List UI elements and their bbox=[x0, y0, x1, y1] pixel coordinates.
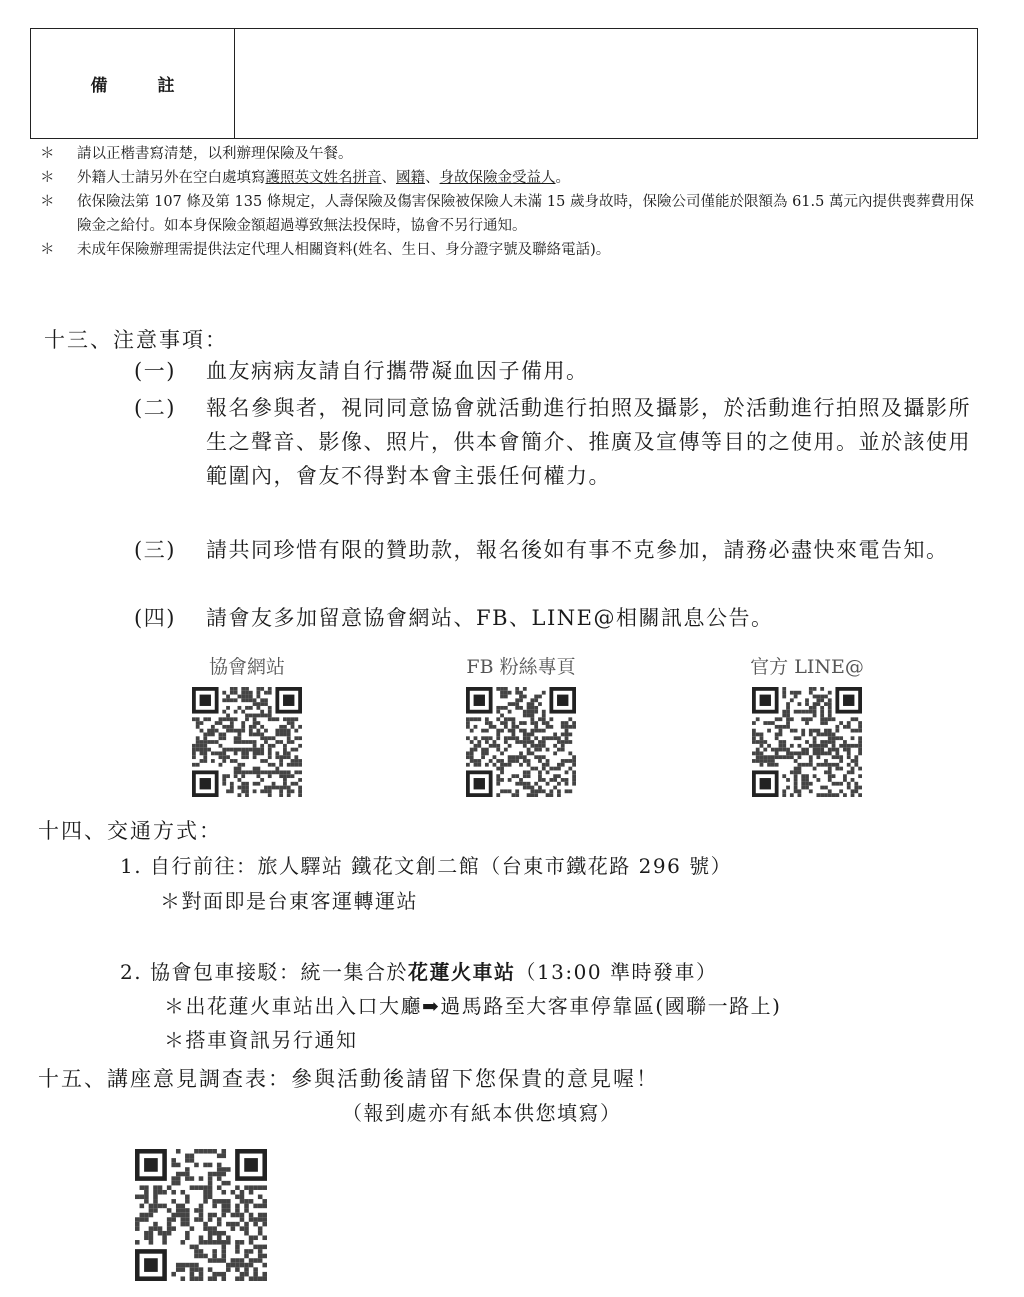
qr-block-line bbox=[732, 652, 882, 797]
note-item bbox=[40, 142, 985, 166]
arrow-right-icon: ➡ bbox=[422, 994, 441, 1018]
section-14-heading: 十四、交通方式： bbox=[38, 819, 222, 843]
list-item: (一) 血友病病友請自行攜帶凝血因子備用。 bbox=[134, 359, 589, 383]
qr-label: 官方 LINE@ bbox=[750, 656, 864, 678]
qr-block-website bbox=[176, 652, 318, 797]
list-item: (四) 請會友多加留意協會網站、FB、LINE@相關訊息公告。 bbox=[134, 606, 774, 630]
remarks-label: 備 註 bbox=[31, 29, 235, 138]
note-item bbox=[40, 166, 985, 190]
note-item bbox=[40, 238, 985, 262]
transport-option-1: 1. 自行前往：旅人驛站 鐵花文創二館（台東市鐵花路 296 號） bbox=[120, 854, 733, 878]
qr-code-icon[interactable] bbox=[752, 687, 862, 797]
notes-list bbox=[40, 142, 985, 262]
qr-code-icon[interactable] bbox=[466, 687, 576, 797]
pickup-location: 花蓮火車站 bbox=[407, 960, 516, 984]
qr-code-icon[interactable] bbox=[135, 1149, 267, 1281]
list-item: (二) 報名參與者，視同同意協會就活動進行拍照及攝影，於活動進行拍照及攝影所生之聲音、影像、照片，供本會簡介、推廣及宣傳等目的之使用。並於該使用範圍內，會友不得對本會主張任何權力。 bbox=[134, 396, 971, 488]
section-15-heading: 十五、講座意見調查表：參與活動後請留下您保貴的意見喔！ bbox=[38, 1067, 659, 1091]
qr-label: 協會網站 bbox=[208, 656, 285, 678]
list-item: (三) 請共同珍惜有限的贊助款，報名後如有事不克參加，請務必盡快來電告知。 bbox=[134, 538, 949, 562]
survey-subtext: （報到處亦有紙本供您填寫） bbox=[342, 1101, 622, 1125]
asterisk-bullet: ＊ bbox=[40, 146, 55, 162]
note-text: 依保險法第 107 條及第 135 條規定，人壽保險及傷害保險被保險人未滿 15 歲身故時，保險公司僅能於限額為 61.5 萬元內提供喪葬費用保險金之給付。如本身保險金額超過導致無法投保時，協會不另行通知。 bbox=[77, 194, 974, 234]
note-text: 外籍人士請另外在空白處填寫護照英文姓名拼音、國籍、身故保險金受益人。 bbox=[77, 170, 570, 186]
remarks-table bbox=[30, 28, 978, 139]
qr-block-survey bbox=[134, 1149, 268, 1281]
remarks-value-field[interactable] bbox=[235, 29, 977, 138]
note-text: 未成年保險辦理需提供法定代理人相關資料(姓名、生日、身分證字號及聯絡電話)。 bbox=[77, 242, 611, 258]
transport-note: ＊出花蓮火車站出入口大廳➡過馬路至大客車停靠區(國聯一路上) bbox=[164, 994, 782, 1018]
section-13-heading: 十三、注意事項： bbox=[44, 328, 228, 352]
note-item bbox=[40, 190, 985, 238]
asterisk-bullet: ＊ bbox=[40, 194, 55, 210]
transport-note: ＊搭車資訊另行通知 bbox=[164, 1028, 358, 1052]
asterisk-bullet: ＊ bbox=[40, 170, 55, 186]
qr-block-fb bbox=[446, 652, 596, 797]
qr-code-icon[interactable] bbox=[192, 687, 302, 797]
asterisk-bullet: ＊ bbox=[40, 242, 55, 258]
transport-option-2: 2. 協會包車接駁：統一集合於花蓮火車站（13:00 準時發車） bbox=[120, 960, 718, 984]
qr-label: FB 粉絲專頁 bbox=[466, 656, 576, 678]
transport-note: ＊對面即是台東客運轉運站 bbox=[160, 889, 418, 913]
note-text: 請以正楷書寫清楚，以利辦理保險及午餐。 bbox=[77, 146, 353, 162]
